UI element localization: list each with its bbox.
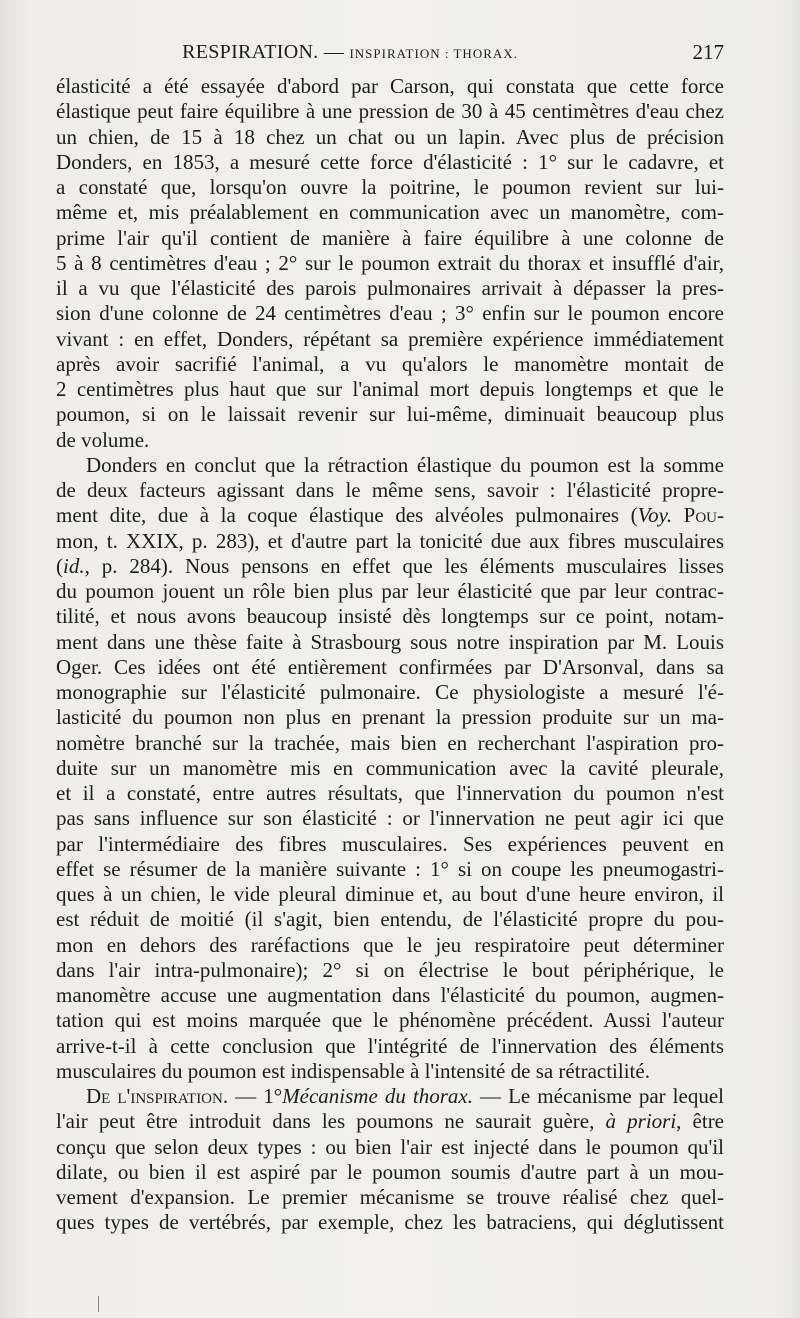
text-line: pas sans influence sur son élasticité : or l'innervation ne peut agir ici que <box>56 806 724 831</box>
page-number: 217 <box>692 40 724 64</box>
text-line: il a vu que l'élasticité des parois pulmonaires arrivait à dépasser la pres- <box>56 276 724 300</box>
text-line: vement d'expansion. Le premier mécanisme se trouve réalisé chez quel- <box>56 1185 724 1209</box>
text-fragment: — Le mécanisme par lequel <box>472 1084 724 1108</box>
text-line: vivant : en effet, Donders, répétant sa première expérience immédiatement <box>56 326 724 351</box>
text-line: tilité, et nous avons beaucoup insisté dès longtemps sur ce point, notam- <box>56 604 724 629</box>
text-line: musculaires du poumon est indispensable à l'intensité de sa rétractilité. <box>56 1058 650 1083</box>
text-fragment: , p. 284). Nous pensons en effet que les éléments musculaires lisses <box>84 553 724 578</box>
text-line-with-reference <box>56 503 724 528</box>
text-line: ques types de vertébrés, par exemple, chez les batraciens, qui déglutissent <box>56 1210 724 1235</box>
text-line: tation qui est moins marquée que le phénomène précédent. Aussi l'auteur <box>56 1008 724 1033</box>
text-line: ques à un chien, le vide pleural diminue et, au bout d'une heure environ, il <box>56 882 724 906</box>
text-line: de deux facteurs agissant dans le même sens, savoir : l'élasticité propre- <box>56 478 724 502</box>
text-line: après avoir sacrifié l'animal, a vu qu'alors le manomètre montait de <box>56 351 724 376</box>
text-line: duite sur un manomètre mis en communication avec la cavité pleurale, <box>56 755 724 780</box>
text-line: effet se résumer de la manière suivante : 1° si on coupe les pneumogastri- <box>56 856 724 881</box>
text-line-with-emphasis <box>56 1109 724 1134</box>
text-line: 2 centimètres plus haut que sur l'animal mort depuis longtemps et que le <box>56 377 724 401</box>
text-line: de volume. <box>56 427 150 452</box>
section-heading-number: . — 1° <box>222 1084 283 1108</box>
section-heading-prefix: De l' <box>86 1084 131 1108</box>
running-head <box>56 36 724 68</box>
text-line: élasticité a été essayée d'abord par Carson, qui constata que cette force <box>56 74 724 98</box>
text-line: sion d'une colonne de 24 centimètres d'eau ; 3° enfin sur le poumon encore <box>56 301 724 326</box>
voy-reference: Voy. <box>637 503 673 528</box>
body-text <box>56 74 724 1236</box>
a-priori-emphasis: à priori <box>605 1109 677 1134</box>
text-line: dans l'air intra-pulmonaire); 2° si on électrise le bout périphérique, le <box>56 957 724 982</box>
text-line: est réduit de moitié (il s'agit, bien entendu, de l'élasticité propre du pou- <box>56 907 724 932</box>
text-line: élastique peut faire équilibre à une pression de 30 à 45 centimètres d'eau chez <box>56 99 724 124</box>
text-line: mon en dehors des raréfactions que le jeu respiratoire peut déterminer <box>56 932 724 957</box>
section-heading-word: inspiration <box>130 1084 223 1108</box>
section-heading-line <box>56 1084 724 1109</box>
text-line: Donders en conclut que la rétraction élastique du poumon est la somme <box>86 452 724 477</box>
text-line-with-reference <box>56 554 724 579</box>
text-line: lasticité du poumon non plus en prenant la pression produite sur un ma- <box>56 705 724 730</box>
text-line: mon, t. XXIX, p. 283), et d'autre part la tonicité due aux fibres musculaires <box>56 528 724 553</box>
text-line: nomètre branché sur la trachée, mais bien en recherchant l'aspiration pro- <box>56 730 724 755</box>
section-subtitle: INSPIRATION : THORAX. <box>349 46 518 61</box>
text-line: et il a constaté, entre autres résultats, que l'innervation du poumon n'est <box>56 781 724 805</box>
text-fragment: l'air peut être introduit dans les poumons ne saurait guère, <box>56 1109 595 1134</box>
ibid-reference: id. <box>63 553 85 578</box>
text-fragment: , être <box>676 1109 725 1134</box>
text-line: par l'intermédiaire des fibres musculaires. Ses expériences peuvent en <box>56 831 724 856</box>
text-line: prime l'air qu'il contient de manière à faire équilibre à une colonne de <box>56 225 724 250</box>
chapter-title: RESPIRATION. <box>182 41 319 63</box>
text-line: arrive-t-il à cette conclusion que l'intégrité de l'innervation des éléments <box>56 1033 724 1058</box>
text-line: Donders, en 1853, a mesuré cette force d'élasticité : 1° sur le cadavre, et <box>56 149 724 174</box>
text-line: monographie sur l'élasticité pulmonaire. Ce physiologiste a mesuré l'é- <box>56 680 724 704</box>
text-line: poumon, si on le laissait revenir sur lui-même, diminuait beaucoup plus <box>56 402 724 427</box>
text-line: dilate, ou bien il est aspiré par le poumon soumis d'autre part à un mou- <box>56 1159 724 1184</box>
print-margin-mark <box>98 1296 99 1312</box>
text-line: conçu que selon deux types : ou bien l'air est injecté dans le poumon qu'il <box>56 1134 724 1159</box>
text-line: manomètre accuse une augmentation dans l'élasticité du poumon, augmen- <box>56 983 724 1007</box>
section-subheading: Mécanisme du thorax. <box>282 1084 473 1108</box>
text-line: Oger. Ces idées ont été entièrement confirmées par D'Arsonval, dans sa <box>56 654 724 679</box>
text-line: même et, mis préalablement en communication avec un manomètre, com- <box>56 200 724 225</box>
text-line: a constaté que, lorsqu'on ouvre la poitrine, le poumon revient sur lui- <box>56 175 724 199</box>
text-fragment: ment dite, due à la coque élastique des alvéoles pulmonaires ( <box>56 503 638 528</box>
text-line: un chien, de 15 à 18 chez un chat ou un lapin. Avec plus de précision <box>56 124 724 149</box>
text-line: du poumon jouent un rôle bien plus par leur élasticité que par leur contrac- <box>56 579 724 603</box>
text-line: ment dans une thèse faite à Strasbourg sous notre inspiration par M. Louis <box>56 629 724 654</box>
running-head-title <box>56 36 644 70</box>
header-separator: — <box>323 41 345 63</box>
text-fragment: ( <box>56 553 63 578</box>
poumon-reference: Pou- <box>683 503 724 528</box>
text-line: 5 à 8 centimètres d'eau ; 2° sur le poumon extrait du thorax et insufflé d'air, <box>56 250 724 275</box>
